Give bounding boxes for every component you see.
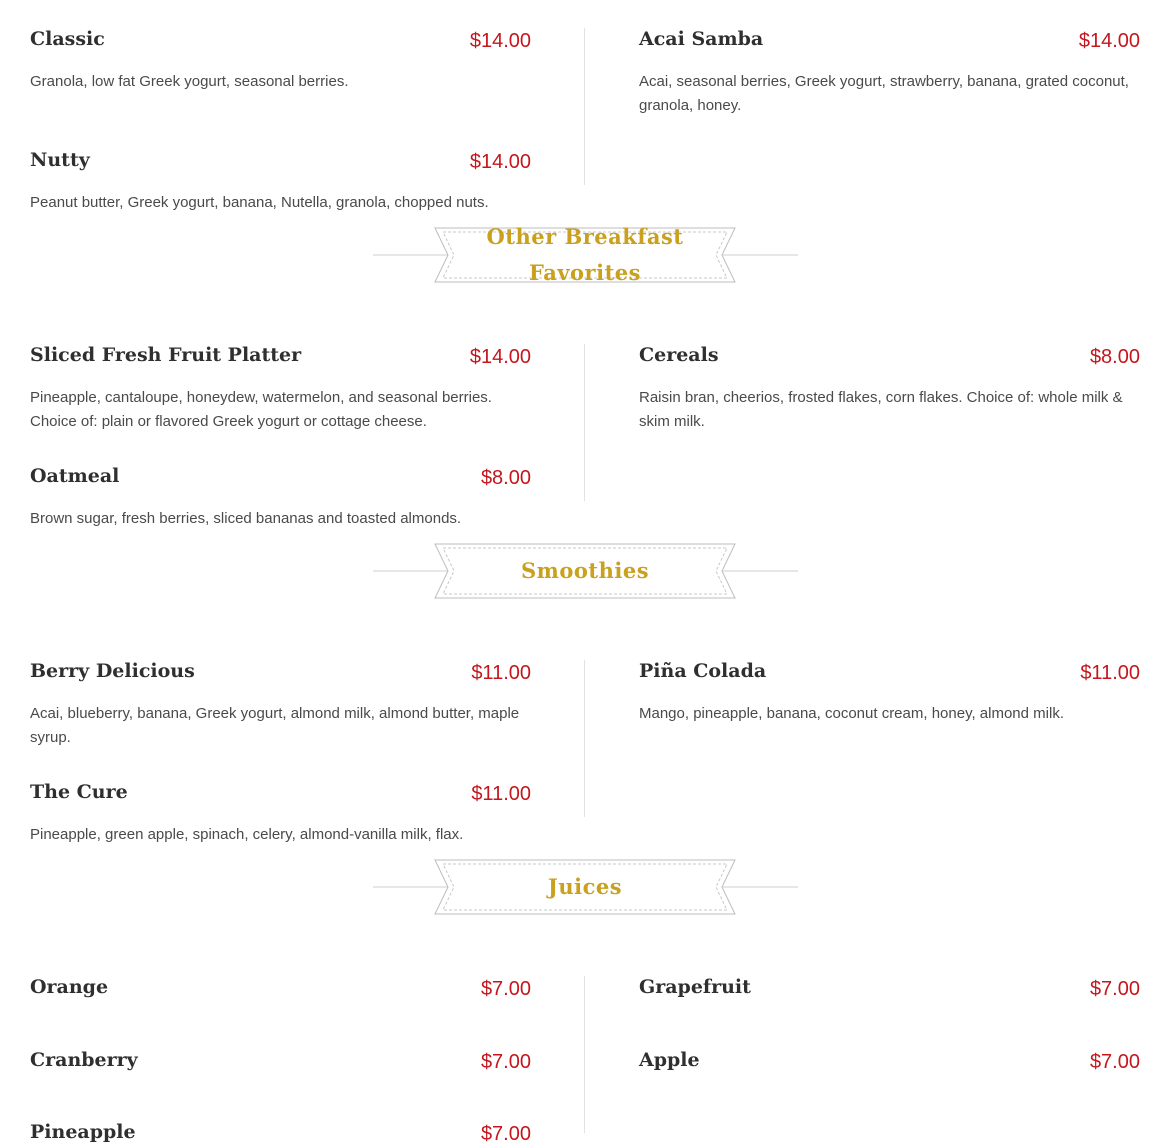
menu-item — [30, 660, 531, 750]
item-price: $8.00 — [1089, 346, 1140, 368]
item-name: Classic — [30, 28, 105, 50]
item-name: Acai Samba — [639, 28, 764, 50]
item-price: $14.00 — [1078, 30, 1140, 52]
item-description: Pineapple, green apple, spinach, celery, almond-vanilla milk, flax. — [30, 826, 464, 843]
item-price: $7.00 — [480, 1051, 531, 1073]
section-banner — [373, 859, 798, 915]
menu-item — [30, 1121, 531, 1145]
item-price: $11.00 — [471, 783, 531, 805]
item-name: Nutty — [30, 149, 90, 171]
item-description: Raisin bran, cheerios, frosted flakes, corn flakes. Choice of: whole milk & skim milk. — [639, 389, 1123, 430]
item-name: Cereals — [639, 344, 719, 366]
item-description: Granola, low fat Greek yogurt, seasonal berries. — [30, 73, 349, 90]
item-name: Cranberry — [30, 1049, 138, 1071]
item-price: $14.00 — [469, 346, 531, 368]
item-description: Acai, seasonal berries, Greek yogurt, strawberry, banana, grated coconut, granola, honey. — [639, 73, 1129, 114]
item-price: $14.00 — [469, 151, 531, 173]
item-name: Grapefruit — [639, 976, 751, 998]
section-banner — [373, 543, 798, 599]
menu-item — [30, 1049, 531, 1079]
menu-item — [639, 976, 1140, 1006]
menu-section-bowls — [0, 0, 1170, 215]
item-name: Sliced Fresh Fruit Platter — [30, 344, 302, 366]
item-name: Berry Delicious — [30, 660, 195, 682]
item-name: Pineapple — [30, 1121, 136, 1143]
item-price: $7.00 — [1089, 1051, 1140, 1073]
item-price: $11.00 — [1080, 662, 1140, 684]
column-divider — [584, 28, 585, 185]
menu-item — [30, 781, 531, 847]
menu-item — [30, 976, 531, 1006]
column-divider — [584, 976, 585, 1133]
section-title: Smoothies — [520, 558, 650, 583]
item-price: $7.00 — [480, 1123, 531, 1145]
item-description: Peanut butter, Greek yogurt, banana, Nutella, granola, chopped nuts. — [30, 194, 489, 211]
item-description: Acai, blueberry, banana, Greek yogurt, almond milk, almond butter, maple syrup. — [30, 705, 520, 746]
column-divider — [584, 344, 585, 501]
item-name: Apple — [639, 1049, 700, 1071]
menu-item — [30, 28, 531, 108]
menu-item — [30, 344, 531, 434]
item-name: Oatmeal — [30, 465, 120, 487]
section-title: Juices — [547, 874, 623, 899]
item-name: Orange — [30, 976, 109, 998]
menu-item — [639, 344, 1140, 434]
item-name: Piña Colada — [639, 660, 767, 682]
item-price: $11.00 — [471, 662, 531, 684]
item-description: Mango, pineapple, banana, coconut cream, honey, almond milk. — [639, 705, 1064, 722]
menu-item — [639, 660, 1140, 750]
menu-item — [639, 28, 1140, 118]
item-price: $8.00 — [480, 467, 531, 489]
item-price: $7.00 — [1089, 978, 1140, 1000]
section-title: Other Breakfast Favorites — [486, 224, 684, 285]
item-price: $14.00 — [469, 30, 531, 52]
item-description: Brown sugar, fresh berries, sliced bananas and toasted almonds. — [30, 510, 462, 527]
menu-item — [30, 149, 531, 215]
menu-item — [639, 1049, 1140, 1079]
menu-item — [30, 465, 531, 531]
item-description: Pineapple, cantaloupe, honeydew, watermelon, and seasonal berries. Choice of: plain or flavored Greek yogurt or cottage cheese. — [30, 389, 492, 430]
column-divider — [584, 660, 585, 817]
item-price: $7.00 — [480, 978, 531, 1000]
section-banner — [373, 224, 798, 285]
item-name: The Cure — [30, 781, 128, 803]
